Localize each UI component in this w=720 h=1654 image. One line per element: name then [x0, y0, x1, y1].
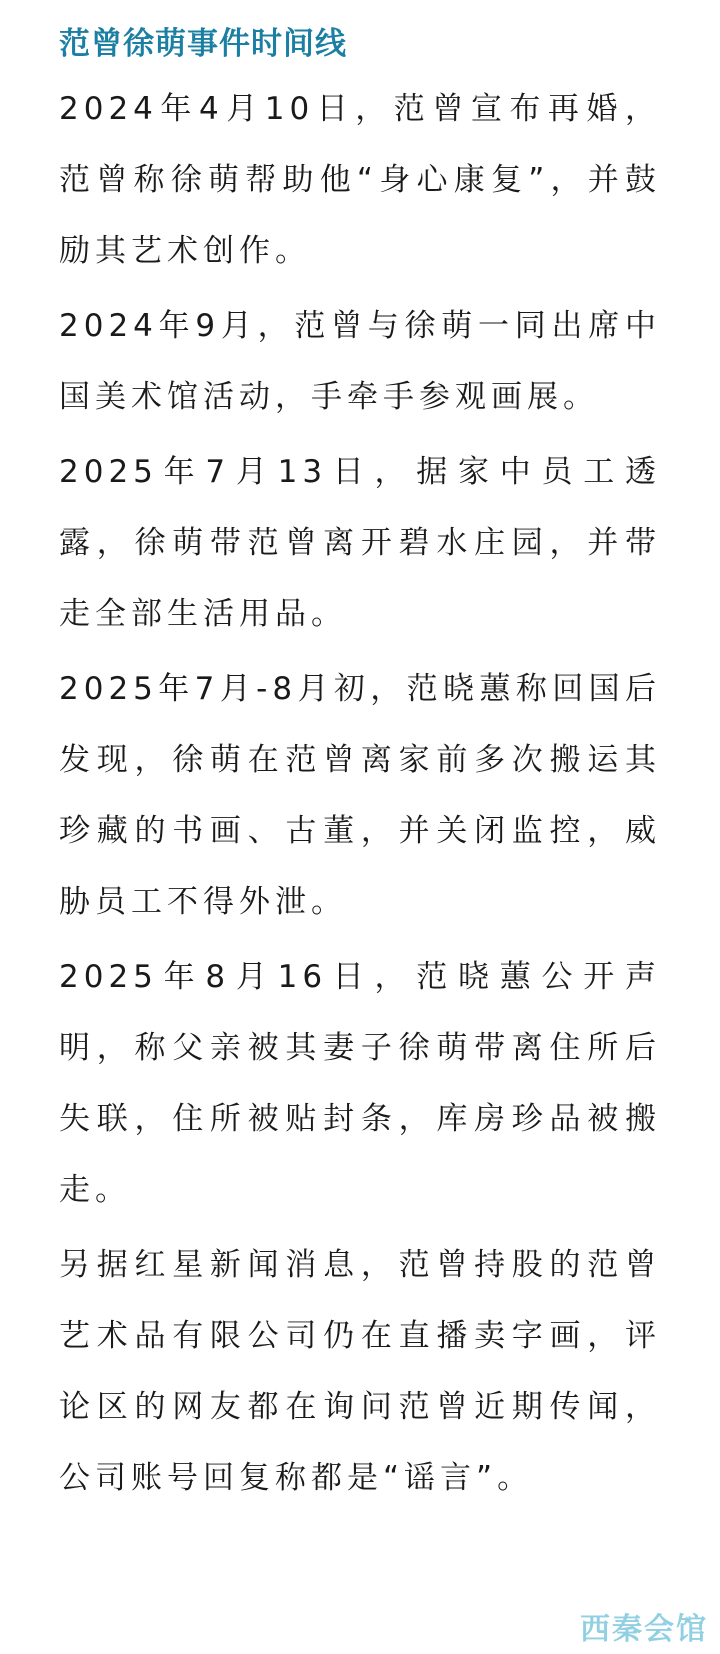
- article: [59, 20, 661, 1518]
- timeline-paragraph-2024-09: 2024年9月，范曾与徐萌一同出席中国美术馆活动，手牵手参观画展。: [59, 308, 661, 415]
- timeline-paragraph-2024-04: 2024年4月10日，范曾宣布再婚，范曾称徐萌帮助他“身心康复”，并鼓励其艺术创作。: [59, 91, 661, 269]
- article-title: 范曾徐萌事件时间线: [59, 26, 347, 62]
- timeline-paragraph-2025-08-16: 2025年8月16日，范晓蕙公开声明，称父亲被其妻子徐萌带离住所后失联，住所被贴封条，库房珍品被搬走。: [59, 959, 661, 1208]
- watermark-logo: 西秦会馆: [580, 1612, 708, 1647]
- timeline-paragraph-2025-07-13: 2025年7月13日，据家中员工透露，徐萌带范曾离开碧水庄园，并带走全部生活用品。: [59, 454, 661, 632]
- timeline-paragraph-2025-07-08: 2025年7月-8月初，范晓蕙称回国后发现，徐萌在范曾离家前多次搬运其珍藏的书画、古董，并关闭监控，威胁员工不得外泄。: [59, 671, 661, 920]
- news-paragraph: 另据红星新闻消息，范曾持股的范曾艺术品有限公司仍在直播卖字画，评论区的网友都在询问范曾近期传闻，公司账号回复称都是“谣言”。: [59, 1247, 661, 1496]
